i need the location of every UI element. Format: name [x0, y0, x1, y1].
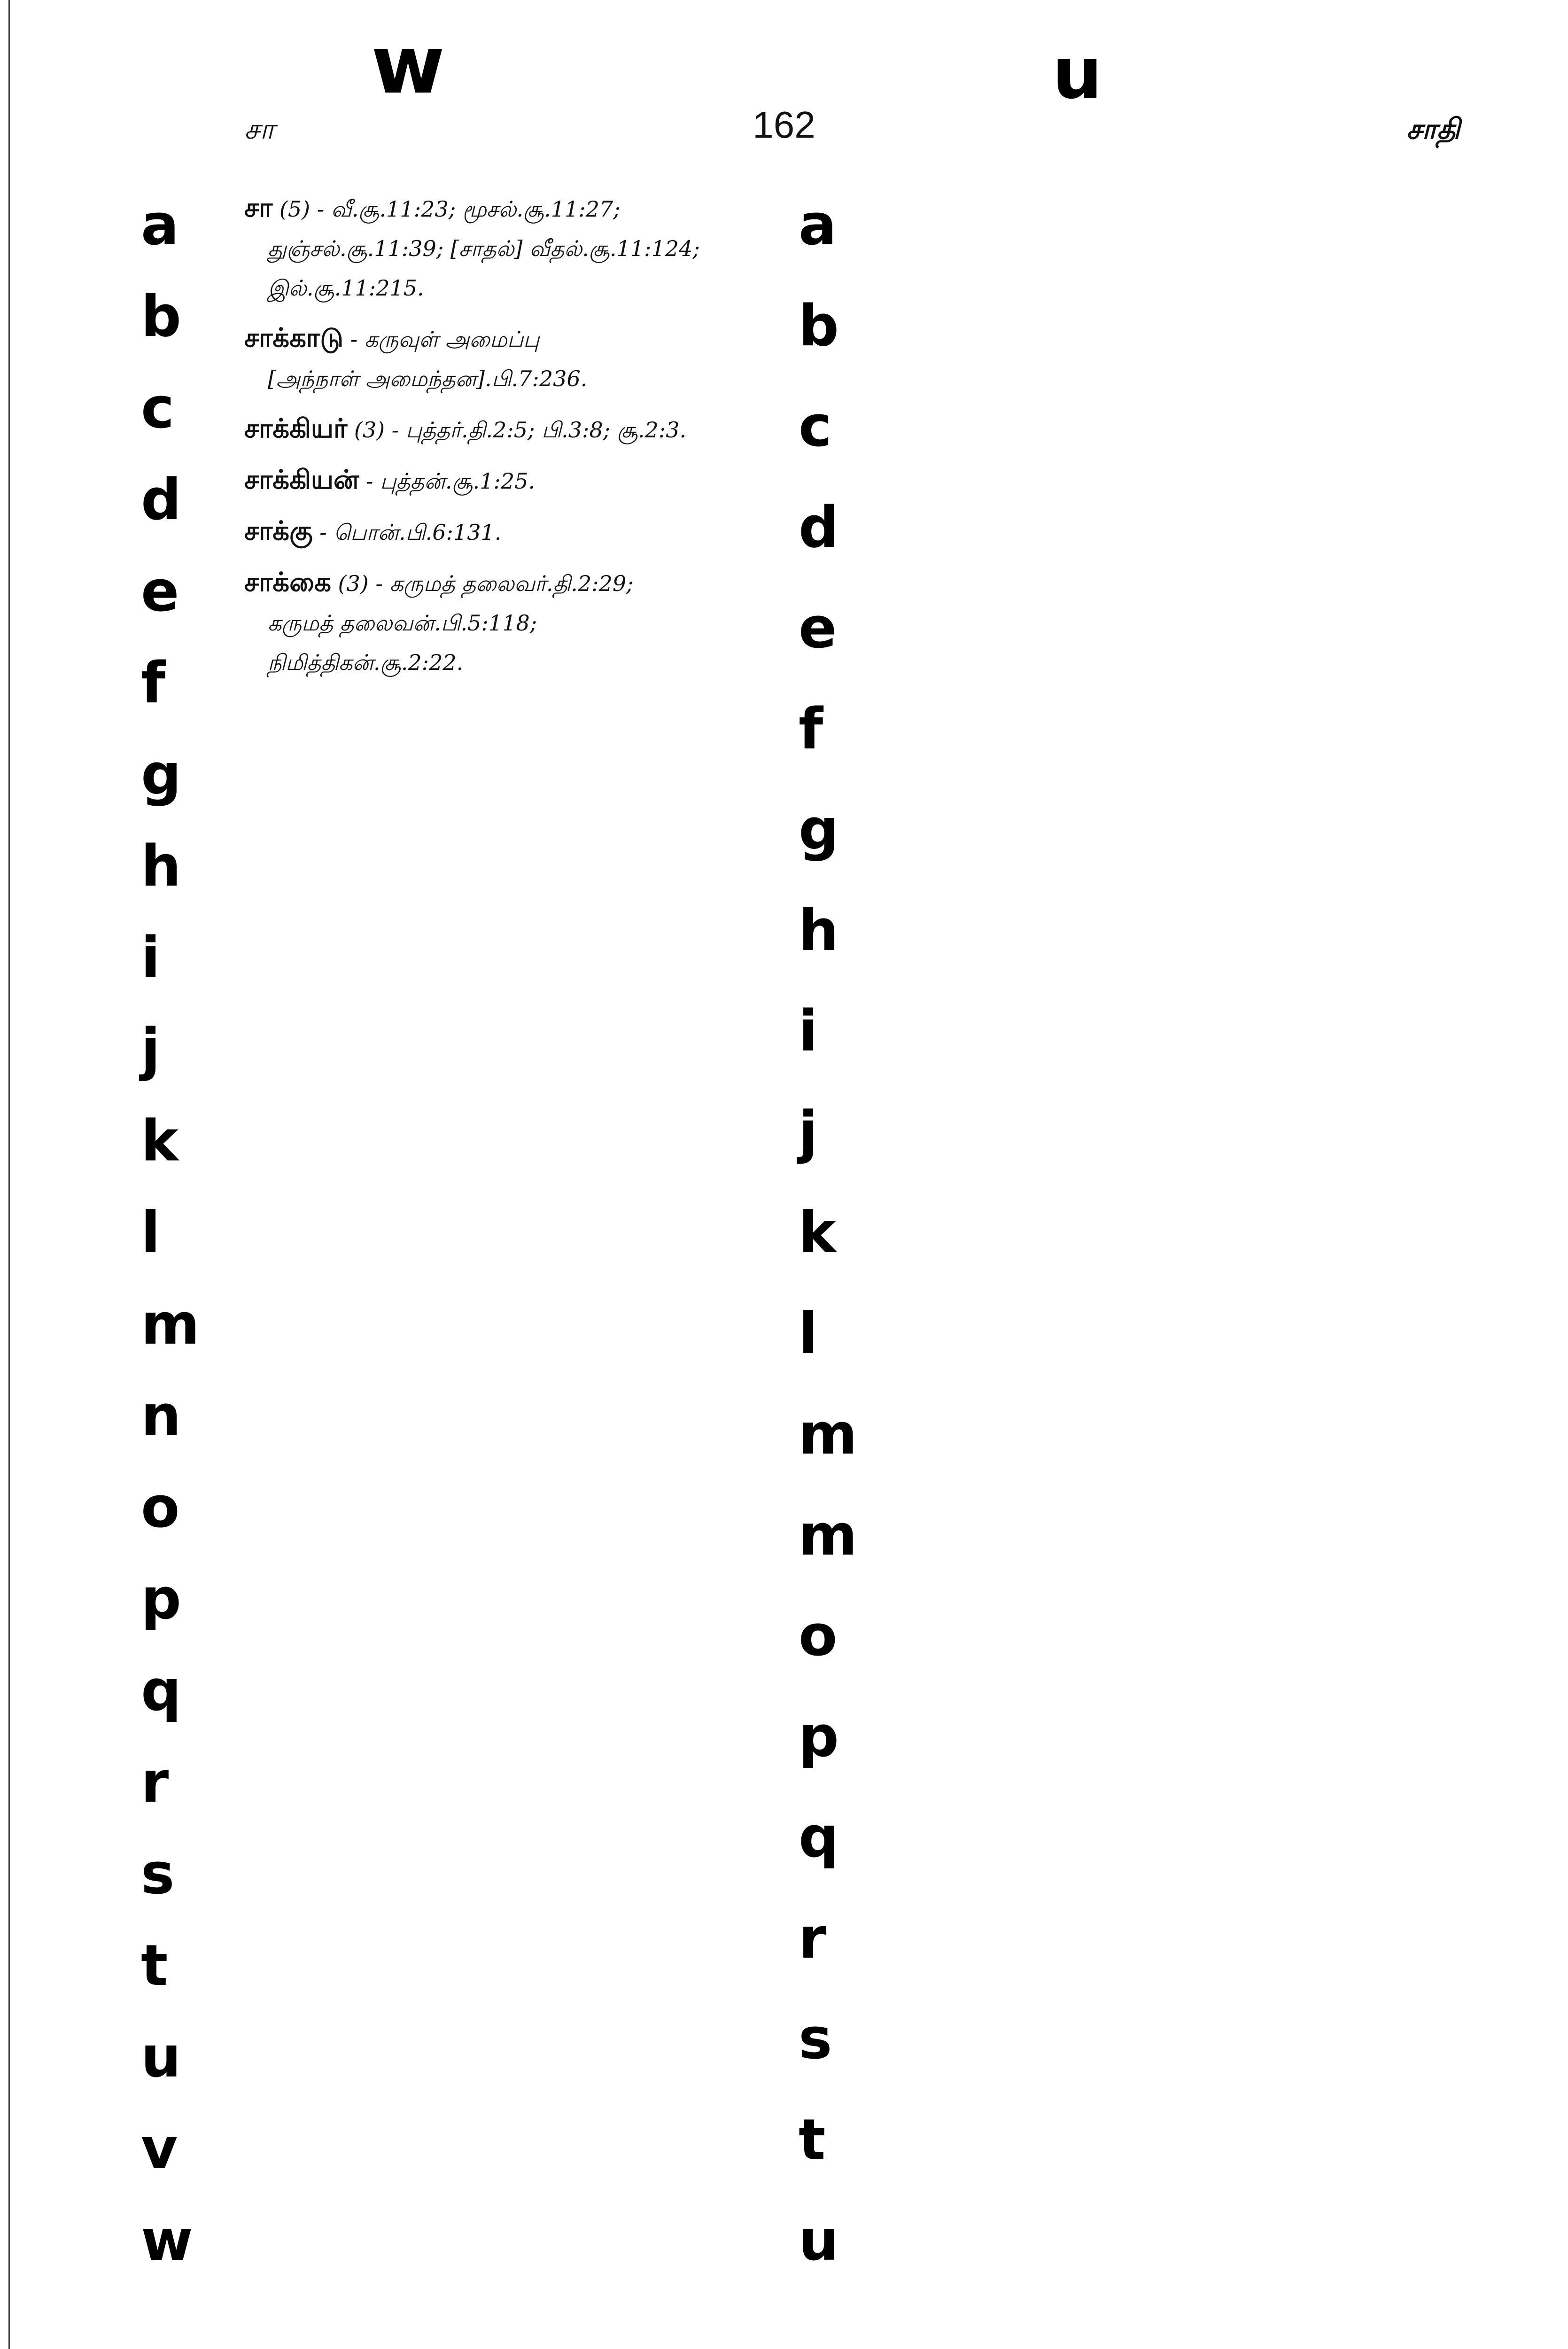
left-margin-letter: k [141, 1109, 179, 1174]
right-margin-letter: h [799, 898, 839, 964]
left-margin-letter: d [141, 467, 181, 533]
entry-count: (5) [279, 196, 310, 222]
left-margin-letter: o [141, 1475, 180, 1540]
left-margin-letter: a [141, 193, 179, 258]
left-dictionary-entry [244, 511, 799, 552]
headword: சாக்கு [244, 515, 313, 546]
entry-count: (3) [354, 417, 385, 443]
header-right-word: சாதி [1406, 113, 1460, 146]
left-margin-letter: m [141, 1292, 200, 1357]
left-margin-letter: r [141, 1750, 169, 1815]
right-margin-letter: c [799, 394, 832, 459]
left-dictionary-entry [244, 318, 799, 398]
entry-text: இல்.சூ.11:215. [268, 275, 424, 301]
entry-count: (3) [338, 571, 369, 596]
left-dictionary-entry [244, 460, 799, 501]
headword: சாக்கியர் [244, 413, 348, 444]
left-margin-letter: p [141, 1567, 181, 1632]
entry-text: - புத்தர்.தி.2:5; பி.3:8; சூ.2:3. [391, 417, 687, 443]
entry-text: நிமித்திகன்.சூ.2:22. [268, 650, 464, 675]
left-margin-letter: c [141, 376, 175, 441]
left-margin-letter: f [141, 651, 166, 716]
page-number: 162 [753, 104, 815, 146]
right-margin-letter: m [799, 1503, 858, 1568]
left-margin-letter: n [141, 1384, 181, 1449]
left-margin-letter: h [141, 834, 181, 899]
headword: சாக்காடு [244, 322, 344, 353]
top-scribble-w: w [371, 19, 445, 112]
right-margin-letter: e [799, 596, 837, 661]
left-dictionary-entry [244, 562, 799, 682]
right-margin-letter: m [799, 1402, 858, 1467]
left-margin-letter: e [141, 559, 179, 624]
entry-text: - பொன்.பி.6:131. [319, 520, 502, 545]
left-margin-letter: j [141, 1017, 161, 1082]
right-margin-letter: k [799, 1200, 836, 1266]
right-margin-letter: p [799, 1704, 839, 1770]
right-margin-letter: a [799, 193, 837, 258]
entry-text: - வீ.சூ.11:23; மூசல்.சூ.11:27; [317, 196, 621, 222]
header-left-word: சா [244, 113, 275, 146]
entry-text: கருமத் தலைவன்.பி.5:118; [268, 610, 537, 636]
left-margin-letter: q [141, 1658, 181, 1724]
entry-text: - கருமத் தலைவர்.தி.2:29; [375, 571, 634, 596]
left-margin-letter: w [141, 2208, 193, 2273]
entry-text: - கருவுள் அமைப்பு [350, 327, 540, 352]
entry-text: துஞ்சல்.சூ.11:39; [சாதல்] வீதல்.சூ.11:124; [268, 236, 700, 261]
left-margin-letter: i [141, 926, 161, 991]
right-margin-letter: o [799, 1603, 838, 1669]
page-header [0, 94, 1568, 179]
headword: சாக்கை [244, 567, 331, 598]
right-column [883, 188, 1475, 198]
left-dictionary-entry [244, 409, 799, 450]
left-dictionary-entry [244, 188, 799, 308]
left-column [244, 188, 799, 692]
left-margin-letter: v [141, 2116, 178, 2182]
right-margin-letter: j [799, 1100, 818, 1165]
left-margin-letter: u [141, 2025, 181, 2090]
right-margin-letter: s [799, 2007, 832, 2072]
headword: சா [244, 192, 273, 223]
left-margin-letter: g [141, 742, 181, 808]
right-margin-letter: d [799, 495, 839, 560]
right-margin-letter: r [799, 1906, 827, 1971]
right-margin-letter: q [799, 1805, 839, 1870]
right-margin-letter: i [799, 999, 818, 1064]
left-margin-letter: s [141, 1842, 175, 1907]
top-scribble-u: u [1052, 33, 1102, 115]
right-margin-letter: f [799, 697, 823, 762]
left-margin-letter: l [141, 1200, 161, 1266]
entry-text: [அந்நாள் அமைந்தன].பி.7:236. [268, 366, 588, 391]
right-margin-letter: u [799, 2208, 839, 2273]
left-margin-letter: b [141, 284, 181, 350]
entry-text: - புத்தன்.சூ.1:25. [365, 468, 536, 494]
right-margin-letter: g [799, 797, 839, 863]
left-margin-letter: t [141, 1933, 168, 1999]
right-margin-letter: b [799, 294, 839, 359]
right-margin-letter: t [799, 2108, 826, 2173]
right-margin-letter: l [799, 1301, 818, 1367]
headword: சாக்கியன் [244, 464, 359, 495]
